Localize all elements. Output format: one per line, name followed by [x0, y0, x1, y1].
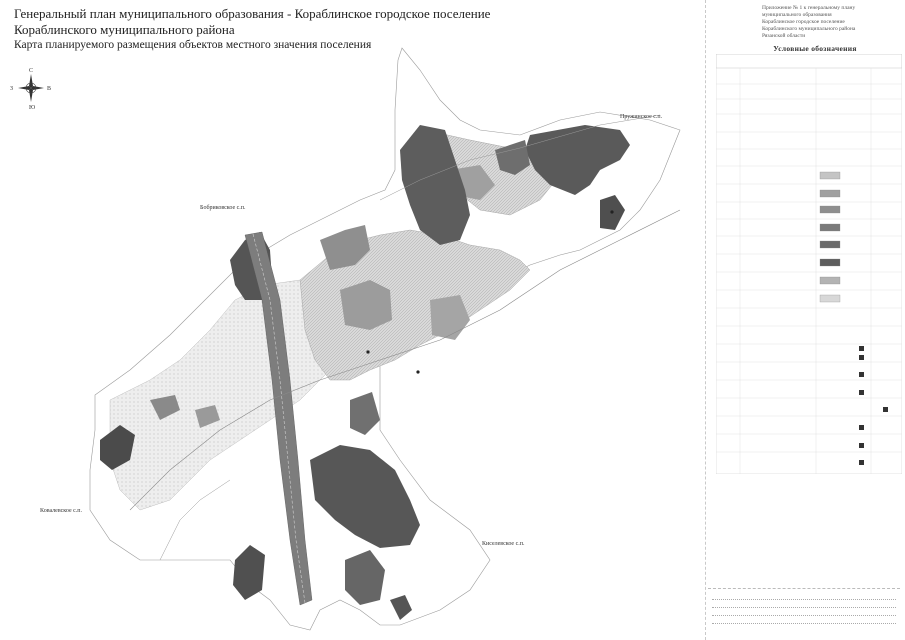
label-kiselevskoe: Киселевское с.п. — [482, 541, 525, 547]
legend-rows — [716, 68, 902, 474]
object-marker — [610, 210, 613, 213]
page-title-line2: Кораблинского муниципального района — [14, 22, 235, 37]
stamp-line — [712, 607, 896, 608]
dark-zone-south-2 — [345, 550, 385, 605]
dark-zone-south — [310, 445, 420, 548]
stamp-line — [712, 599, 896, 600]
legend-swatches — [820, 172, 888, 465]
legend-header-line: Рязанской области — [762, 33, 806, 39]
dark-zone-south-3 — [390, 595, 412, 620]
legend-title: Условные обозначения — [773, 44, 857, 53]
stamp-line — [712, 623, 896, 624]
stamp-line — [712, 615, 896, 616]
mid-zone-2 — [340, 280, 392, 330]
object-marker — [366, 350, 369, 353]
legend-header-line: Кораблинское городское поселение — [762, 19, 845, 25]
dark-zone-mid-south — [350, 392, 380, 435]
legend-header — [762, 5, 902, 40]
label-bobrikovskoe: Бобриковское с.п. — [200, 205, 246, 211]
legend-table — [716, 54, 902, 474]
legend-header-line: Кораблинского муниципального района — [762, 26, 856, 32]
compass-west: З — [10, 86, 14, 92]
compass-south: Ю — [29, 105, 36, 110]
dark-zone-southwest — [233, 545, 265, 600]
title-stamp — [708, 588, 900, 635]
legend-header-line: Приложение № 1 к генеральному плану — [762, 5, 856, 11]
page-title: Генеральный план муниципального образования - Кораблинское городское поселение — [14, 6, 491, 21]
compass-north: С — [29, 68, 34, 74]
label-pruzhinskoe: Пружинское с.п. — [620, 114, 663, 120]
label-kovalevskoe: Ковалевское с.п. — [40, 508, 83, 514]
compass-east: В — [47, 86, 52, 92]
object-marker — [416, 370, 419, 373]
legend-header-line: муниципального образования — [762, 12, 832, 18]
legend-column-header — [716, 54, 902, 68]
page-subtitle: Карта планируемого размещения объектов местного значения поселения — [14, 39, 372, 51]
